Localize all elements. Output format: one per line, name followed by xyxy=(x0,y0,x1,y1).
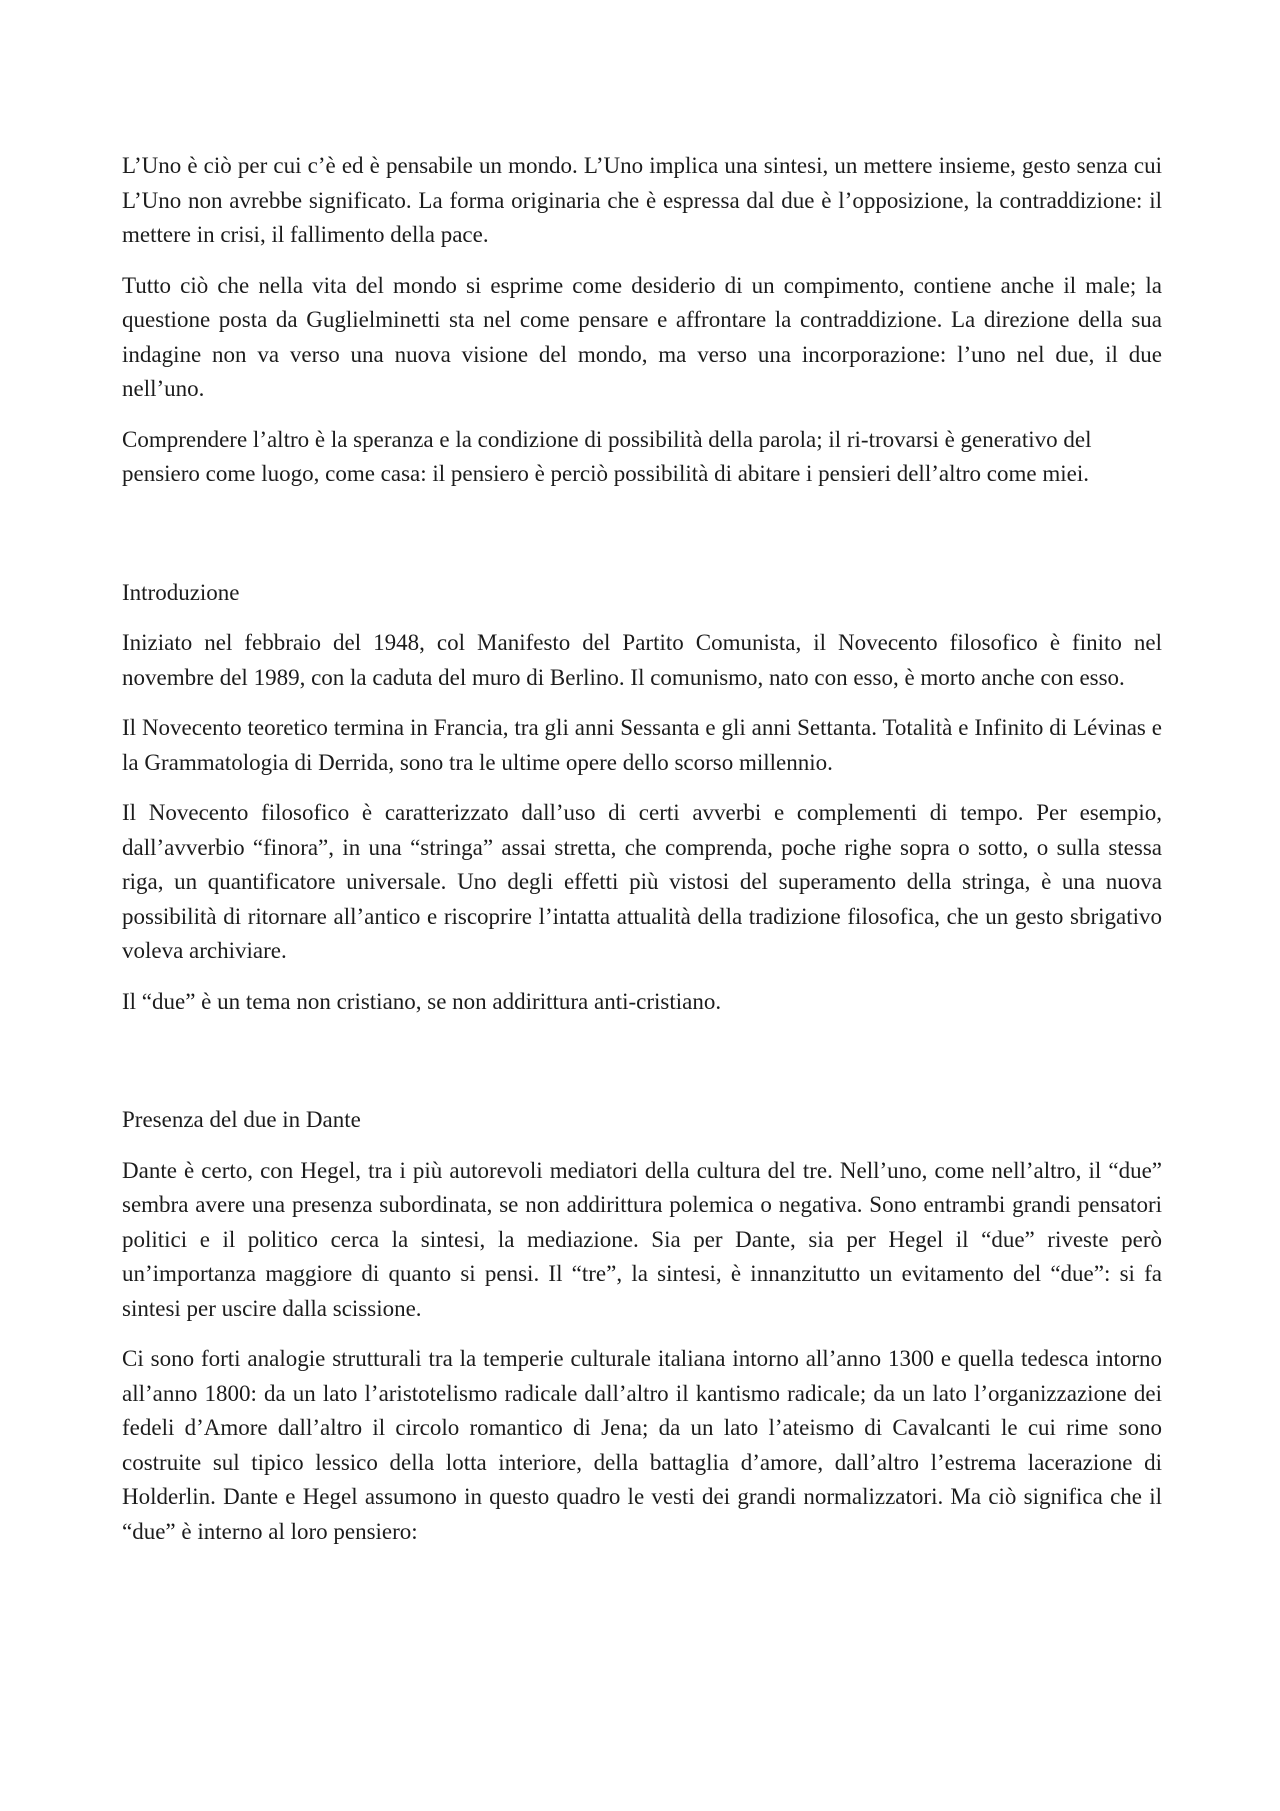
page-body xyxy=(122,149,1162,1565)
section-spacer xyxy=(122,1035,1162,1103)
introduzione-paragraph-3: Il Novecento filosofico è caratterizzato dall’uso di certi avverbi e complementi di tempo. Per esempio, dall’avverbio “finora”, in una “stringa” assai stretta, che comprenda, poche righe sopra o sotto, o sulla stessa riga, un quantificatore universale. Uno degli effetti più vistosi del superamento della stringa, è una nuova possibilità di ritornare all’antico e riscoprire l’intatta attualità della tradizione filosofica, che un gesto sbrigativo voleva archiviare. xyxy=(122,800,1162,963)
section-introduzione xyxy=(122,576,1162,1020)
section-presenza-due-dante xyxy=(122,1103,1162,1549)
dante-paragraph-2: Ci sono forti analogie strutturali tra la temperie culturale italiana intorno all’anno 1300 e quella tedesca intorno all’anno 1800: da un lato l’aristotelismo radicale dall’altro il kantismo radicale; da un lato l’organizzazione dei fedeli d’Amore dall’altro il circolo romantico di Jena; da un lato l’ateismo di Cavalcanti le cui rime sono costruite sul tipico lessico della lotta interiore, della battaglia d’amore, dall’altro l’estrema lacerazione di Holderlin. Dante e Hegel assumono in questo quadro le vesti dei grandi normalizzatori. Ma ciò significa che il “due” è interno al loro pensiero: xyxy=(122,1346,1162,1544)
intro-paragraph-1: L’Uno è ciò per cui c’è ed è pensabile un mondo. L’Uno implica una sintesi, un mettere insieme, gesto senza cui L’Uno non avrebbe significato. La forma originaria che è espressa dal due è l’opposizione, la contraddizione: il mettere in crisi, il fallimento della pace. xyxy=(122,153,1162,247)
intro-paragraph-3: Comprendere l’altro è la speranza e la condizione di possibilità della parola; il ri-trovarsi è generativo del pensiero come luogo, come casa: il pensiero è perciò possibilità di abitare i pensieri dell’altro come miei. xyxy=(122,426,1092,486)
introduzione-paragraph-2: Il Novecento teoretico termina in Francia, tra gli anni Sessanta e gli anni Settanta. Totalità e Infinito di Lévinas e la Grammatologia di Derrida, sono tra le ultime opere dello scorso millennio. xyxy=(122,715,1162,775)
section-spacer xyxy=(122,508,1162,576)
section-title-presenza-due-dante: Presenza del due in Dante xyxy=(122,1107,361,1132)
section-title-introduzione: Introduzione xyxy=(122,579,240,605)
introduzione-paragraph-4: Il “due” è un tema non cristiano, se non addirittura anti-cristiano. xyxy=(122,988,722,1014)
intro-paragraph-2: Tutto ciò che nella vita del mondo si esprime come desiderio di un compimento, contiene anche il male; la questione posta da Guglielminetti sta nel come pensare e affrontare la contraddizione. La direzione della sua indagine non va verso una nuova visione del mondo, ma verso una incorporazione: l’uno nel due, il due nell’uno. xyxy=(122,272,1162,401)
introduzione-paragraph-1: Iniziato nel febbraio del 1948, col Manifesto del Partito Comunista, il Novecento filosofico è finito nel novembre del 1989, con la caduta del muro di Berlino. Il comunismo, nato con esso, è morto anche con esso. xyxy=(122,630,1162,690)
dante-paragraph-1: Dante è certo, con Hegel, tra i più autorevoli mediatori della cultura del tre. Nell’uno, come nell’altro, il “due” sembra avere una presenza subordinata, se non addirittura polemica o negativa. Sono entrambi grandi pensatori politici e il politico cerca la sintesi, la mediazione. Sia per Dante, sia per Hegel il “due” riveste però un’importanza maggiore di quanto si pensi. Il “tre”, la sintesi, è innanzitutto un evitamento del “due”: si fa sintesi per uscire dalla scissione. xyxy=(122,1157,1162,1321)
